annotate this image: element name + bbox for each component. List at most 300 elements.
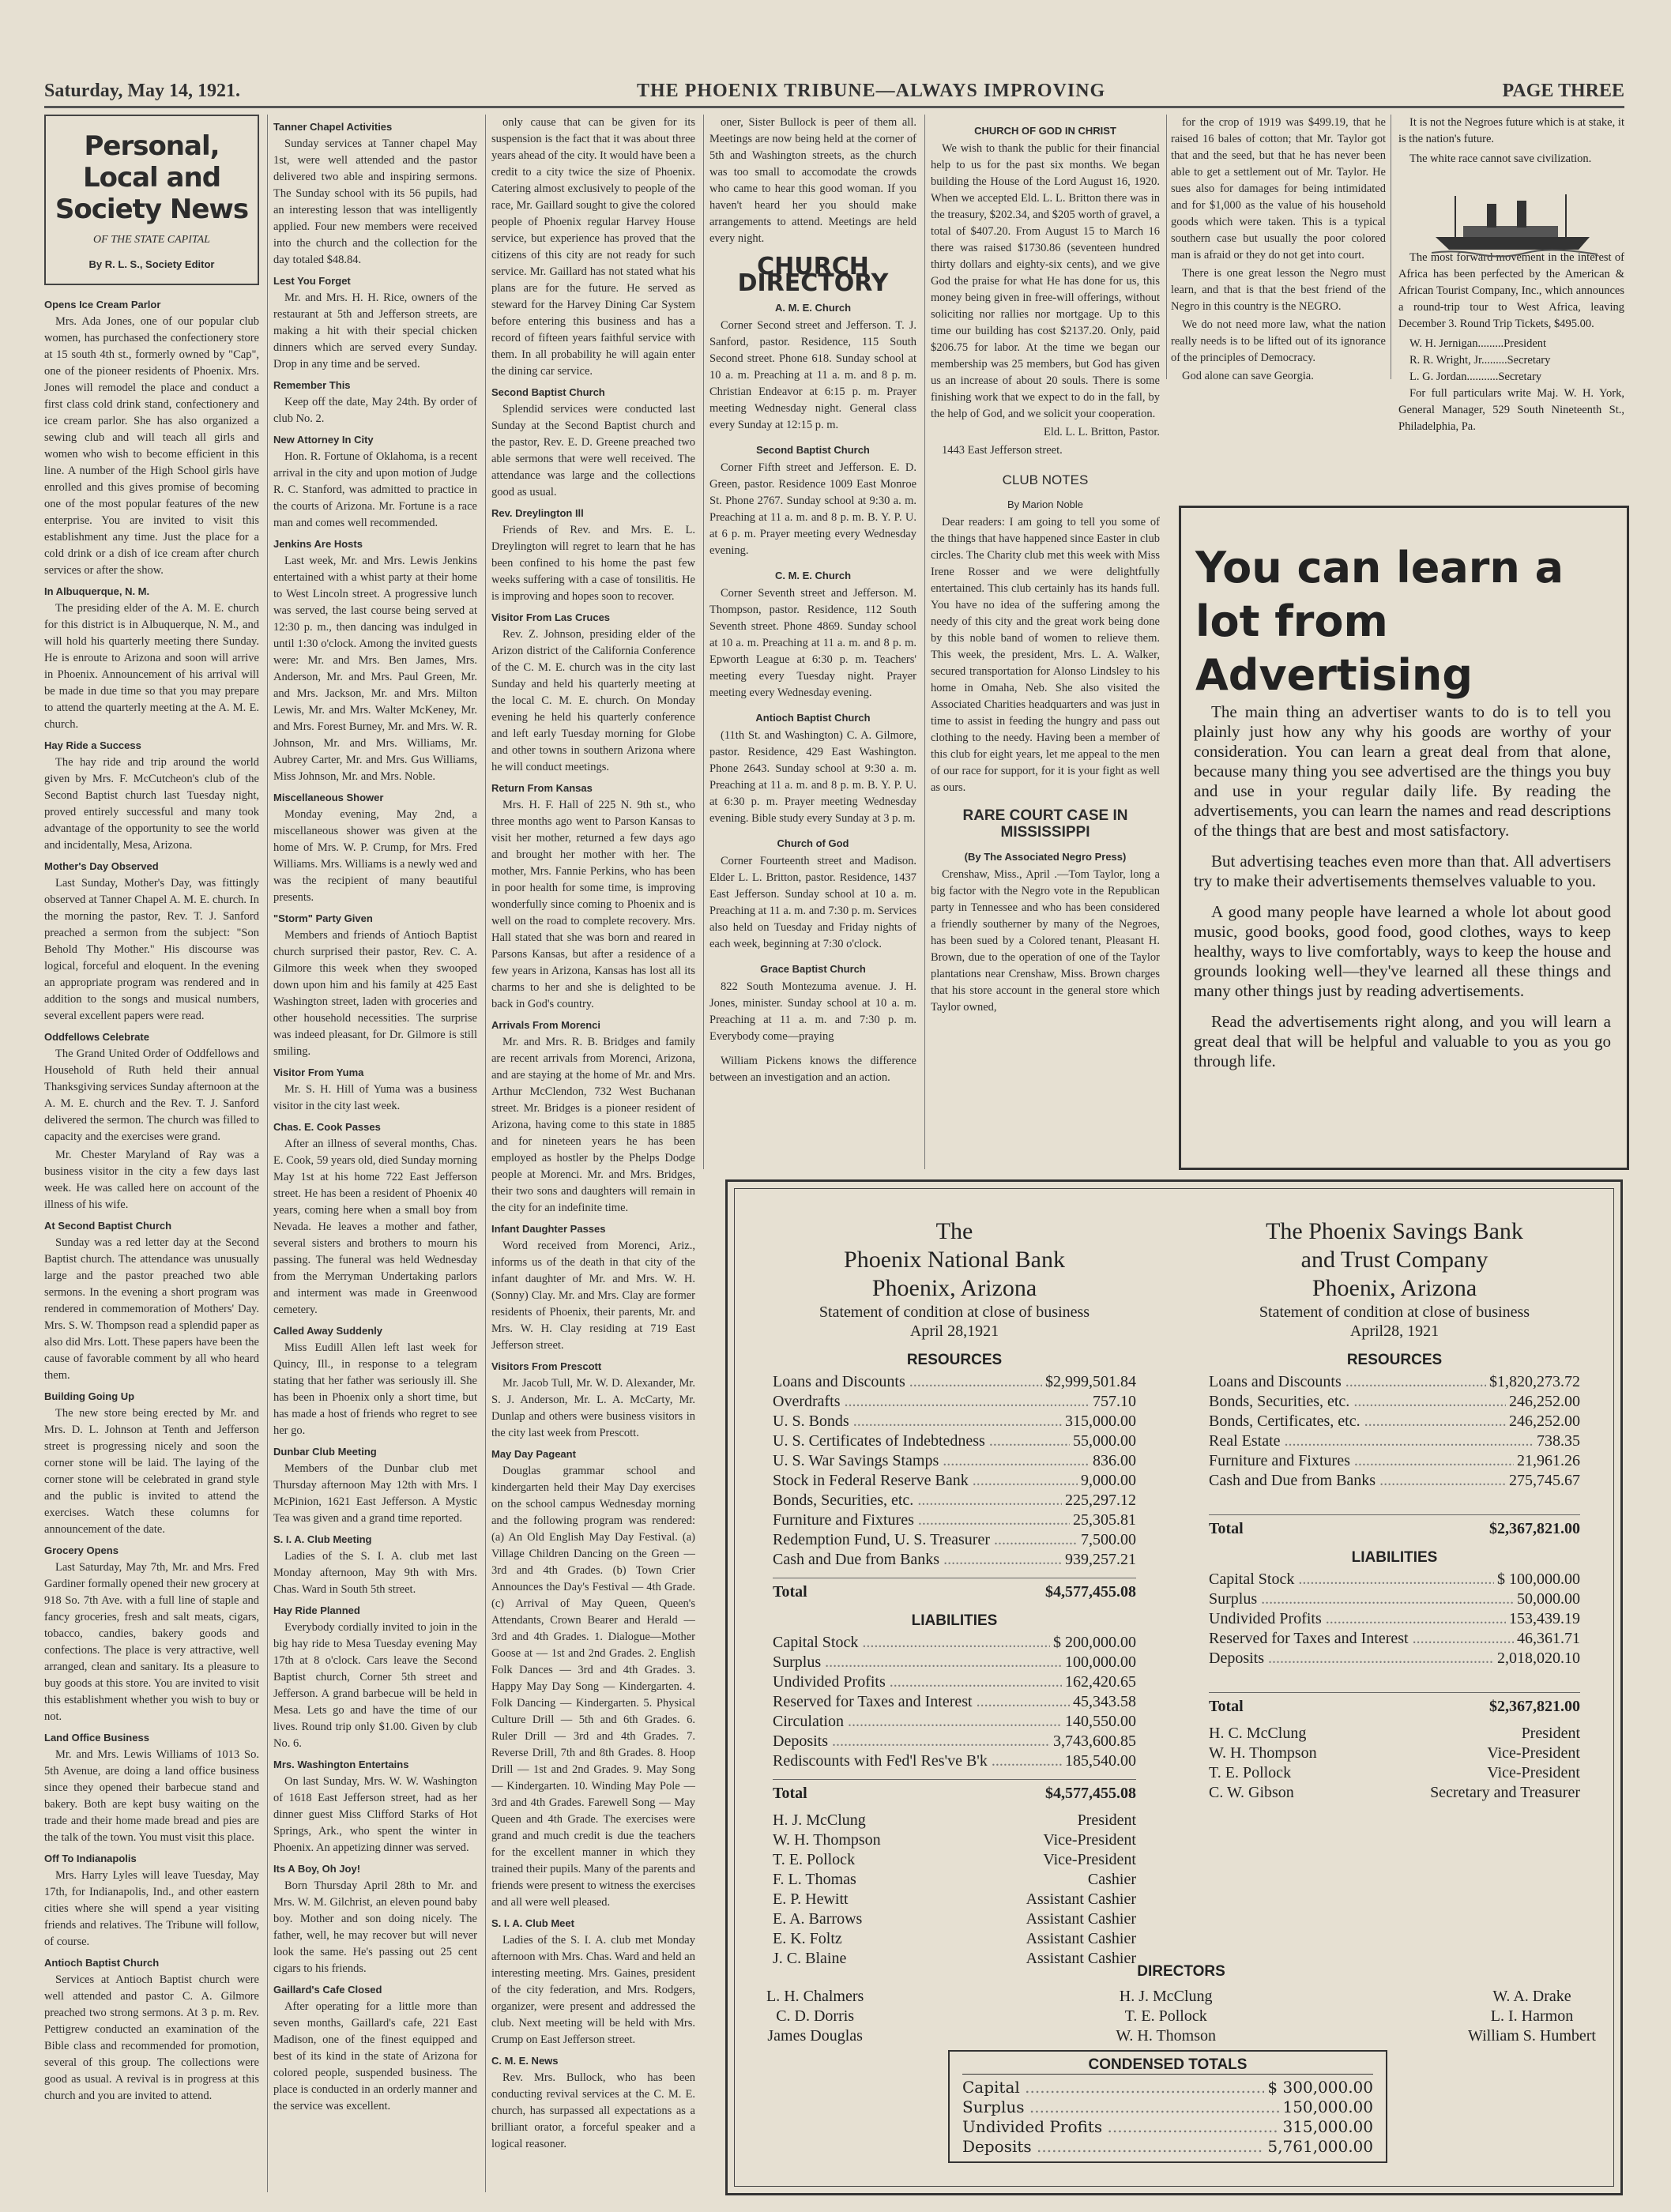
article-headline: In Albuquerque, N. M. <box>44 585 150 597</box>
row-value: $ 300,000.00 <box>1267 2078 1373 2097</box>
row-value: 150,000.00 <box>1282 2097 1373 2116</box>
article-text: Douglas grammar school and kindergarten held their May Day exercises on the school campus Wednesday morning and the following program was rendered: (a) An Old English May Day Festival. (a) Village Children Dancing on the Green — 3rd and 4th Grades. (b) Town Crier Announces the Day's Festival — 4th Grade. (c) Arrival of May Queen, Queen's Attendants, Crown Bearer and Herald — 3rd and 4th Grades. 1. Dialogue—Mother Goose at — 1st and 2nd Grades. 2. English Folk Dances — 3rd and 4th Grades. 3. Happy May Day Song — Kindergarten. 4. Folk Dancing — Kindergarten. 5. Physical Culture Drill — 5th and 6th Grades. 6. Ruler Drill — 3rd and 4th Grades. 7. Reverse Drill, 7th and 8th Grades. 8. Hoop Drill — 1st and 2nd Grades. 9. May Song — Kindergarten. 10. Winding May Pole — 3rd and 4th Grades. Farewell Song — May Queen and 4th Grade. The exercises were grand and much credit is due the teachers for the excellent manner in which they trained their pupils. Many of the parents and friends were present to witness the exercises and all were well pleased. <box>491 1465 695 1909</box>
statement-date: April 28,1921 <box>909 1322 999 1340</box>
officer-name: W. H. Thompson <box>1209 1744 1317 1762</box>
article-headline: Mrs. Washington Entertains <box>273 1759 409 1770</box>
column-1-articles <box>44 296 259 2105</box>
liabilities-heading: LIABILITIES <box>911 1612 998 1629</box>
total-label: Total <box>1209 1698 1244 1715</box>
row-value: 9,000.00 <box>1081 1472 1136 1489</box>
article-text: Mr. and Mrs. Lewis Williams of 1013 So. 5th Avenue, are doing a land office business since they opened their barbecue stand and bakery. Both are kept busy waiting on the trade and their home made bread and pies are the talk of the town. You must visit this place. <box>44 1748 259 1844</box>
row-value: 45,343.58 <box>1073 1693 1136 1710</box>
article-headline: Land Office Business <box>44 1732 149 1744</box>
article-headline: Visitor From Las Cruces <box>491 611 611 623</box>
column-rule <box>703 115 704 1169</box>
row-label: Deposits ..... <box>962 2137 1264 2157</box>
officer-row <box>1209 1783 1580 1803</box>
total-label: Total <box>773 1785 807 1802</box>
directors-heading: DIRECTORS <box>1137 1963 1225 1980</box>
officer-name: J. C. Blaine <box>773 1950 847 1967</box>
article-headline: S. I. A. Club Meeting <box>273 1533 372 1545</box>
article-headline: Return From Kansas <box>491 782 593 794</box>
article-headline: Dunbar Club Meeting <box>273 1446 377 1458</box>
article-headline: Arrivals From Morenci <box>491 1019 600 1031</box>
condensed-row <box>962 2097 1373 2117</box>
resource-row <box>773 1510 1136 1530</box>
condensed-totals-box <box>948 2050 1387 2163</box>
row-value: 315,000.00 <box>1065 1413 1136 1430</box>
officer-title: Vice-President <box>1043 1831 1136 1849</box>
article-headline: Antioch Baptist Church <box>44 1957 160 1969</box>
article-text: Mrs. H. F. Hall of 225 N. 9th st., who three months ago went to Parson Kansas to visit her mother, returned a few days ago and brought her mother with her. The mother, Mrs. Fannie Perkins, who has been in poor health for some time, is improving wonderfully since coming to Phoenix and is well on the road to complete recovery. Mrs. Hall stated that she was born and reared in Parsons Kansas, but after a residence of a few years in Arizona, Kansas has lost all its charms to her and she is delighted to be back in God's country. <box>491 799 695 1010</box>
row-value: 153,439.19 <box>1509 1610 1580 1627</box>
bank-city: Phoenix, Arizona <box>871 1275 1037 1301</box>
church-of-god-text: We wish to thank the public for their financial help to us for the past six months. We began building the House of the Lord August 16, 1920. When we accepted Eld. L. L. Britton there was in the treasury, $202.34, and $205 worth of gravel, a total of $407.20. From August 15 to March 16 there was raised $1730.86 (seventeen hundred thirty dollars and eighty-six cents), and we give God the praise for what He has done for us, this money being given in free-will offerings, without soliciting nor rallies nor mortgage. Up to this time our building has cost $2137.20. Only, paid $206.75 for labor. At the time we began our membership was 25 members, but God has given us an increase of about 20 souls. There is some finishing work that we expect to do in the fall, by the help of God, and we solicit your cooperation. <box>931 142 1160 420</box>
church-of-god-headline: CHURCH OF GOD IN CHRIST <box>974 125 1116 137</box>
total-value: $2,367,821.00 <box>1489 1698 1580 1715</box>
officer-name: T. E. Pollock <box>1209 1764 1292 1781</box>
directors-grid <box>766 1987 1596 2046</box>
officer-row <box>773 1830 1136 1850</box>
statement-date: April28, 1921 <box>1349 1322 1440 1340</box>
row-value: 140,550.00 <box>1065 1713 1136 1730</box>
ad-paragraph: But advertising teaches even more than that. All advertisers try to make their advertisements themselves valuable to you. <box>1194 852 1611 890</box>
church-of-god-signature: Eld. L. L. Britton, Pastor. <box>1043 426 1160 438</box>
court-case-headline: RARE COURT CASE IN MISSISSIPPI <box>962 807 1128 841</box>
ad-paragraph: The main thing an advertiser wants to do is to tell you plainly just how any why his goods are worthy of your consideration. You can learn a great deal from that alone, because many thing you see advertised are the things you buy and use in your regular daily life. By reading the advertisements, you can learn the names and read descriptions of the things that are best and most satisfactory. <box>1194 702 1611 840</box>
liabilities-total <box>1209 1692 1580 1716</box>
section-byline: By R. L. S., Society Editor <box>88 258 215 270</box>
officer-name: W. H. Thompson <box>773 1831 881 1849</box>
row-value: 246,252.00 <box>1509 1413 1580 1430</box>
row-value: 275,745.67 <box>1509 1472 1580 1489</box>
liabilities-heading: LIABILITIES <box>1351 1549 1438 1566</box>
officer-row <box>773 1811 1136 1830</box>
article-text: Word received from Morenci, Ariz., informs us of the death in that city of the infant daughter of Mr. and Mrs. W. H. (Sonny) Clay. Mr. and Mrs. Clay are former residents of Phoenix, their parents, Mr. and Mrs. W. H. Clay residing at 719 East Jefferson street. <box>491 1240 695 1352</box>
church-details: Corner Second street and Jefferson. T. J. Sanford, pastor. Residence, 115 South Second street. Phone 618. Sunday school at 10 a. m. Preaching at 11 a. m. and 8 p. m. Christian Endeavor at 6:15 p. m. Prayer meeting Wednesday night. General class every Sunday at 12:15 p. m. <box>709 319 916 431</box>
total-value: $4,577,455.08 <box>1045 1785 1136 1802</box>
row-value: 7,500.00 <box>1081 1531 1136 1548</box>
directors-column <box>1468 1987 1596 2046</box>
phoenix-national-bank-statement <box>773 1217 1136 1969</box>
article-text: The Grand United Order of Oddfellows and Household of Ruth held their annual Thanksgiving services Sunday afternoon at the A. M. E. church and the Rev. T. J. Sanford delivered the sermon. The church was filled to capacity and the exercises were grand. <box>44 1048 259 1143</box>
club-notes-byline: By Marion Noble <box>1007 498 1084 510</box>
editorial-lesson: There is one great lesson the Negro must learn, and that is that the best friend of the Negro in this country is the NEGRO. <box>1171 267 1386 313</box>
officer-title: Assistant Cashier <box>1026 1890 1136 1908</box>
article-text: Last Sunday, Mother's Day, was fittingly observed at Tanner Chapel A. M. E. church. In the morning the pastor, Rev. T. J. Sanford preached a sermon from the subject: "Son Behold Thy Mother." His discourse was logical, forceful and eloquent. In the evening an appropriate program was rendered and in addition to the songs and musical numbers, several excellent papers were read. <box>44 877 259 1022</box>
article-text: After operating for a little more than seven months, Gaillard's cafe, 221 East Madison, one of the finest equipped and best of its kind in the state of Arizona for colored people, suspended business. The place is conducted in an orderly manner and the service was excellent. <box>273 2000 477 2112</box>
article-headline: Mother's Day Observed <box>44 860 159 872</box>
officer-name: E. K. Foltz <box>773 1930 842 1947</box>
total-label: Total <box>773 1583 807 1601</box>
article-text: Ladies of the S. I. A. club met Monday afternoon with Mrs. Chas. Ward and held an interesting meeting. Mrs. Gaines, president of the city federation, and Mrs. Rodgers, organizer, were present and addressed the club. Next meeting will be held with Mrs. Crump on East Jefferson street. <box>491 1934 695 2046</box>
officer-title: Assistant Cashier <box>1026 1950 1136 1967</box>
article-headline: Off To Indianapolis <box>44 1853 137 1864</box>
article-text: Mr. and Mrs. R. B. Bridges and family are recent arrivals from Morenci, Arizona, and are staying at the home of Mr. and Mrs. Arthur McClendon, 732 West Buchanan street. Mr. Bridges is a pioneer resident of Arizona, having come to this state in 1885 and for nineteen years he has been employed as hostler by the Phelps Dodge people at Morenci. Mr. and Mrs. Bridges, their two sons and daughters will remain in the city for an indefinite time. <box>491 1036 695 1214</box>
officers-list <box>1209 1724 1580 1803</box>
officer-name: T. E. Pollock <box>773 1851 856 1868</box>
liability-row <box>1209 1609 1580 1629</box>
column-3 <box>491 115 695 2192</box>
liability-row <box>1209 1629 1580 1649</box>
officer-title: Vice-President <box>1487 1764 1580 1781</box>
officer-title: President <box>1521 1725 1580 1742</box>
editorial-civilization: The white race cannot save civilization. <box>1409 152 1592 165</box>
editorial-future: It is not the Negroes future which is at stake, it is the nation's future. <box>1398 116 1624 145</box>
row-value: 315,000.00 <box>1282 2117 1373 2136</box>
bank-statements-inner-border <box>734 1188 1614 2187</box>
row-label: Capital ..... <box>962 2078 1264 2097</box>
resources-table <box>773 1372 1136 1570</box>
tour-officer: L. G. Jordan...........Secretary <box>1409 371 1542 383</box>
header-paper-name: THE PHOENIX TRIBUNE—ALWAYS IMPROVING <box>637 81 1106 101</box>
row-value: 46,361.71 <box>1517 1630 1580 1647</box>
row-label: Circulation ..... <box>773 1712 1062 1732</box>
row-label: Surplus ..... <box>962 2097 1279 2117</box>
bank-name: and Trust Company <box>1300 1247 1488 1273</box>
row-value: 939,257.21 <box>1065 1551 1136 1568</box>
row-value: 162,420.65 <box>1065 1673 1136 1691</box>
article-headline: Building Going Up <box>44 1390 135 1402</box>
officer-title: Vice-President <box>1487 1744 1580 1762</box>
condensed-totals-table <box>962 2078 1373 2157</box>
article-text: Rev. Mrs. Bullock, who has been conducting revival services at the C. M. E. church, has surpassed all expectations as a brilliant orator, a forceful speaker and a logical reasoner. <box>491 2071 695 2150</box>
row-value: 55,000.00 <box>1073 1432 1136 1450</box>
officer-row <box>773 1870 1136 1890</box>
officer-name: H. J. McClung <box>773 1811 866 1829</box>
article-headline: Infant Daughter Passes <box>491 1223 606 1235</box>
liability-row <box>1209 1649 1580 1668</box>
bank-statements-box <box>725 1179 1623 2195</box>
row-label: U. S. War Savings Stamps ..... <box>773 1451 1090 1471</box>
column-1 <box>44 115 259 2192</box>
article-text: The presiding elder of the A. M. E. church for this district is in Albuquerque, N. M., and will hold his quarterly meeting there Sunday. He is enroute to Arizona and soon will arrive in Phoenix. Announcement of his arrival will be made in due time so that you may prepare to attend the quarterly meeting at the A. M. E. church. <box>44 602 259 731</box>
article-text: After an illness of several months, Chas. E. Cook, 59 years old, died Sunday morning May 1st at his home 722 East Jefferson street. He has been a resident of Phoenix 40 years, coming here when a small boy from Nevada. He leaves a mother and father, several sisters and brothers to mourn his passing. The funeral was held Wednesday from the Merryman Undertaking parlors and interment was made in Greenwood cemetery. <box>273 1138 477 1316</box>
bank-city: Phoenix, Arizona <box>1312 1275 1477 1301</box>
article-headline: Gaillard's Cafe Closed <box>273 1984 382 1996</box>
church-directory-title: CHURCH DIRECTORY <box>737 253 889 297</box>
court-case-source: (By The Associated Negro Press) <box>964 851 1127 863</box>
row-label: Furniture and Fixtures ..... <box>773 1510 1070 1530</box>
church-name: Second Baptist Church <box>756 444 870 456</box>
row-value: 5,761,000.00 <box>1267 2137 1373 2156</box>
column-2 <box>273 115 477 2192</box>
liability-row <box>773 1751 1136 1771</box>
column-5 <box>931 115 1160 1169</box>
bank-name: Phoenix National Bank <box>844 1247 1065 1273</box>
officer-row <box>1209 1724 1580 1744</box>
liabilities-table <box>1209 1570 1580 1668</box>
article-headline: Rev. Dreylington Ill <box>491 507 584 519</box>
article-text: Services at Antioch Baptist church were well attended and pastor C. A. Gilmore preached two strong sermons. At 3 p. m. Rev. Pettigrew conducted an examination of the Bible class and recommended for promotion, several of this group. The collections were good as usual. A revival is in progress at this church and you are invited to attend. <box>44 1973 259 2102</box>
row-value: 50,000.00 <box>1517 1590 1580 1608</box>
officer-row <box>773 1850 1136 1870</box>
church-directory-list <box>709 299 916 1045</box>
row-value: 21,961.26 <box>1517 1452 1580 1469</box>
article-text: Sunday services at Tanner chapel May 1st, were well attended and the pastor delivered two able and inspiring sermons. The Sunday school with its 56 pupils, had an interesting lesson that was intelligently applied. Four new members were received into the church and the collection for the day totaled $48.84. <box>273 137 477 266</box>
row-label: Rediscounts with Fed'l Res've B'k ..... <box>773 1751 1062 1771</box>
article-text: Splendid services were conducted last Sunday at the Second Baptist church and the pastor, Rev. E. D. Greene preached two able sermons that were well received. The attendance was large and the collections good as usual. <box>491 403 695 498</box>
resource-row <box>1209 1431 1580 1451</box>
resource-row <box>773 1491 1136 1510</box>
resource-row <box>773 1471 1136 1491</box>
article-text: Mr. Jacob Tull, Mr. W. D. Alexander, Mr. S. J. Anderson, Mr. L. A. McCarty, Mr. Dunlap and others were business visitors in the city last week from Prescott. <box>491 1377 695 1439</box>
row-label: Capital Stock ..... <box>773 1633 1050 1653</box>
header-date: Saturday, May 14, 1921. <box>44 81 241 101</box>
directors-section <box>766 1963 1596 2046</box>
row-value: 738.35 <box>1537 1432 1580 1450</box>
article-headline: Opens Ice Cream Parlor <box>44 299 161 310</box>
resource-row <box>773 1550 1136 1570</box>
article-headline: Second Baptist Church <box>491 386 605 398</box>
director-name: C. D. Dorris <box>776 2007 855 2025</box>
condensed-row <box>962 2078 1373 2097</box>
row-value: 2,018,020.10 <box>1497 1650 1580 1667</box>
church-details: Corner Seventh street and Jefferson. M. Thompson, pastor. Residence, 112 South Seventh street. Phone 4869. Sunday school at 10 a. m. Preaching at 11 a. m. and 8 p. m. Epworth League at 6:30 p. m. Teachers' meeting every Tuesday night. Prayer meeting every Wednesday evening. <box>709 587 916 699</box>
director-name: T. E. Pollock <box>1124 2007 1207 2025</box>
row-label: Bonds, Securities, etc. ..... <box>773 1491 1062 1510</box>
officer-title: Cashier <box>1087 1871 1136 1888</box>
article-headline: Visitors From Prescott <box>491 1360 602 1372</box>
section-title: Personal, Local and Society News <box>55 130 249 225</box>
article-text: Mr. Chester Maryland of Ray was a business visitor in the city a few days last week. He was called here on account of the illness of his wife. <box>44 1149 259 1211</box>
ad-body <box>1194 702 1611 1082</box>
article-headline: Remember This <box>273 379 351 391</box>
article-headline: Visitor From Yuma <box>273 1066 364 1078</box>
article-text: Mrs. Harry Lyles will leave Tuesday, May 17th, for Indianapolis, Ind., and other eastern cities where she will spend a year visiting friends and relatives. The Tribune will follow, of course. <box>44 1869 259 1948</box>
row-label: Deposits ..... <box>1209 1649 1494 1668</box>
section-masthead <box>44 115 259 285</box>
row-label: Bonds, Securities, etc. ..... <box>1209 1392 1506 1412</box>
article-text: Miss Eudill Allen left last week for Quincy, Ill., in response to a telegram stating that her father was seriously ill. She has been in Phoenix only a short time, but has made a host of friends who regret to see her go. <box>273 1341 477 1437</box>
article-text: Everybody cordially invited to join in the big hay ride to Mesa Tuesday evening May 17th at 8 o'clock. Cars leave the Second Baptist church, Corner 5th street and Jefferson. A grand barbecue will be held in Mesa. Lets go and have the time of our lives. Round trip only $1.00. Given by club No. 6. <box>273 1621 477 1750</box>
column-4 <box>709 115 916 1169</box>
row-value: $1,820,273.72 <box>1489 1373 1580 1390</box>
resources-total <box>773 1578 1136 1601</box>
article-text: Last week, Mr. and Mrs. Lewis Jenkins entertained with a whist party at their home to West Lincoln street. A progressive lunch was served, the last course being served at 12:30 p. m., then dancing was indulged in until 1:30 o'clock. Among the invited guests were: Mr. and Mrs. Ben James, Mrs. Anderson, Mr. and Mrs. Paul Green, Mr. and Mrs. Jackson, Mr. and Mrs. Milton Lewis, Mr. and Mrs. Walter McKeney, Mr. and Mrs. Forest Burney, Mr. and Mrs. W. R. Johnson, Mr. and Mrs. Williams, Mr. Aubrey Carter, Mr. and Mrs. Gus Williams, Miss Johnson, Mr. and Mrs. Noble. <box>273 555 477 783</box>
article-headline: Tanner Chapel Activities <box>273 121 393 133</box>
phoenix-savings-bank-statement <box>1209 1217 1580 1803</box>
liability-row <box>773 1633 1136 1653</box>
article-text: Mrs. Ada Jones, one of our popular club women, has purchased the confectionery store at 15 south 4th st., formerly owned by "Cap", one of the pioneer residents of Phoenix. Mrs. Jones will remodel the place and conduct a first class cold drink stand, confectionery and ice cream parlor. She has also organized a sewing club and will teach all girls and women who wish to become efficient in this line. A number of the High School girls have enrolled and this gives promise of becoming one of the most popular features of the new enterprise. You are invited to visit this establishment any time. Just the place for a cold drink or a dish of ice cream after church services or after the show. <box>44 315 259 577</box>
total-label: Total <box>1209 1520 1244 1537</box>
resource-row <box>773 1431 1136 1451</box>
article-text: The hay ride and trip around the world given by Mrs. F. McCutcheon's club of the Second Baptist church last Tuesday night, proved entirely successful and many took advantage of the opportunity to see the world and incidentally, Mesa, Arizona. <box>44 756 259 852</box>
club-notes-headline: CLUB NOTES <box>1002 472 1089 487</box>
church-name: C. M. E. Church <box>774 570 852 581</box>
director-name: L. I. Harmon <box>1490 2007 1574 2025</box>
resource-row <box>1209 1471 1580 1491</box>
condensed-row <box>962 2117 1373 2137</box>
resource-row <box>773 1530 1136 1550</box>
row-value: 3,743,600.85 <box>1053 1732 1136 1750</box>
article-headline: New Attorney In City <box>273 434 374 446</box>
condensed-row <box>962 2137 1373 2157</box>
directors-column <box>766 1987 864 2046</box>
article-headline: S. I. A. Club Meet <box>491 1917 574 1929</box>
total-value: $2,367,821.00 <box>1489 1520 1580 1537</box>
article-text: Born Thursday April 28th to Mr. and Mrs. W. M. Gilchrist, an eleven pound baby boy. Mother and son doing nicely. The father, well, he may recover but will never look the same. He's passing out 25 cent cigars to his friends. <box>273 1879 477 1975</box>
row-value: 225,297.12 <box>1065 1492 1136 1509</box>
liability-row <box>773 1672 1136 1692</box>
article-headline: Chas. E. Cook Passes <box>273 1121 381 1133</box>
total-value: $4,577,455.08 <box>1045 1583 1136 1601</box>
row-label: Reserved for Taxes and Interest ..... <box>1209 1629 1514 1649</box>
church-of-god-address: 1443 East Jefferson street. <box>942 444 1063 457</box>
resources-table <box>1209 1372 1580 1491</box>
column-rule <box>485 115 486 2192</box>
section-subtitle: OF THE STATE CAPITAL <box>93 234 210 246</box>
officer-title: Assistant Cashier <box>1026 1910 1136 1928</box>
article-headline: Hay Ride Planned <box>273 1604 360 1616</box>
officer-name: C. W. Gibson <box>1209 1784 1294 1801</box>
article-headline: Jenkins Are Hosts <box>273 538 363 550</box>
resource-row <box>1209 1372 1580 1392</box>
church-name: A. M. E. Church <box>774 302 852 314</box>
directors-column <box>1116 1987 1216 2046</box>
column-rule <box>924 115 925 1169</box>
row-label: Undivided Profits ..... <box>773 1672 1062 1692</box>
liability-row <box>773 1653 1136 1672</box>
article-text: On last Sunday, Mrs. W. W. Washington of 1618 East Jefferson street, had as her dinner guest Miss Clifford Starks of Hot Springs, Ark., who spent the winter in Phoenix. An appetizing dinner was served. <box>273 1775 477 1854</box>
church-name: Antioch Baptist Church <box>755 712 871 724</box>
africa-tour-text: The most forward movement in the interest of Africa has been perfected by the American & African Tourist Company, Inc., which announces a round-trip tour to West Africa, leaving December 3. Round Trip Tickets, $495.00. <box>1398 251 1624 330</box>
column-7 <box>1398 115 1624 438</box>
steamship-illustration <box>1432 188 1598 259</box>
row-label: Loans and Discounts ..... <box>773 1372 1042 1392</box>
row-value: 25,305.81 <box>1073 1511 1136 1529</box>
article-headline: Hay Ride a Success <box>44 739 141 751</box>
article-text: Ladies of the S. I. A. club met last Monday afternoon, May 9th with Mrs. Chas. Ward in South 5th street. <box>273 1550 477 1596</box>
director-name: L. H. Chalmers <box>766 1988 864 2005</box>
row-label: Furniture and Fixtures ..... <box>1209 1451 1514 1471</box>
article-text: Sunday was a red letter day at the Second Baptist church. The attendance was unusually large and the pastor preached two able sermons. In the evening a short program was rendered in commemoration of Mothers' Day. Mrs. S. W. Thompson read a splendid paper as also did Mrs. Lott. These papers have been the cause of favorable comment by all who heard them. <box>44 1236 259 1382</box>
resource-row <box>1209 1412 1580 1431</box>
row-value: 757.10 <box>1093 1393 1136 1410</box>
liability-row <box>773 1732 1136 1751</box>
resource-row <box>1209 1392 1580 1412</box>
row-value: $ 100,000.00 <box>1497 1571 1580 1588</box>
row-label: Deposits ..... <box>773 1732 1050 1751</box>
officer-title: Vice-President <box>1043 1851 1136 1868</box>
tour-officer: R. R. Wright, Jr.........Secretary <box>1409 354 1551 367</box>
row-label: Surplus ..... <box>1209 1589 1514 1609</box>
article-headline: Miscellaneous Shower <box>273 792 384 803</box>
resource-row <box>773 1392 1136 1412</box>
director-name: William S. Humbert <box>1468 2027 1596 2045</box>
article-text: Hon. R. Fortune of Oklahoma, is a recent arrival in the city and upon motion of Judge R. C. Stanford, was admitted to practice in the courts of Arizona. Mr. Fortune is a race man and comes well recommended. <box>273 450 477 529</box>
page-header <box>44 81 1624 107</box>
liability-row <box>773 1712 1136 1732</box>
ad-paragraph: A good many people have learned a whole lot about good music, good books, good food, good clothes, ways to keep healthy, ways to live comfortably, ways to keep the house and grounds looking well—they've learned all these things and many other things just by reading advertisements. <box>1194 902 1611 1000</box>
resources-total <box>1209 1514 1580 1538</box>
court-case-text: Crenshaw, Miss., April .—Tom Taylor, long a big factor with the Negro vote in the Republican party in Tennessee and who has been considered a friendly southerner by many of the Negroes, has been sued by a Colored tenant, Pleasant H. Brown, due to the operation of one of the Taylor plantations near Crenshaw, Miss. Brown charges that his store account in the general store which Taylor owned, <box>931 868 1160 1014</box>
directory-footnote: William Pickens knows the difference between an investigation and an action. <box>709 1055 916 1084</box>
liability-row <box>1209 1570 1580 1589</box>
header-page-number: PAGE THREE <box>1502 81 1624 101</box>
article-headline: Oddfellows Celebrate <box>44 1031 149 1043</box>
officer-title: Secretary and Treasurer <box>1430 1784 1580 1801</box>
resource-row <box>773 1451 1136 1471</box>
tour-officer: W. H. Jernigan.........President <box>1409 337 1547 350</box>
article-text: Friends of Rev. and Mrs. E. L. Dreylington will regret to learn that he has been confined to his home the past few weeks suffering with a case of tonsilitis. He is improving and hopes soon to recover. <box>491 524 695 603</box>
club-notes-text: Dear readers: I am going to tell you some of the things that have happened since Easter in club circles. The Charity club met this week with Miss Irene Rosser and we were delightfully entertained. This club certainly has its hands full. You have no idea of the suffering among the needy of this city and the great work being done by this noble band of women to relieve them. This week, the president, Mrs. L. A. Walker, secured transportation for Alonso Lindsley to his home in Omaha, Neb. She also visited the Associated Charities headquarters and was just in time to assist in feeding the hungry and pass out clothing to the needy. Having been a member of this club for eight years, let me appeal to the men of our race for support, for it is your fight as well as ours. <box>931 516 1160 794</box>
director-name: H. J. McClung <box>1119 1988 1213 2005</box>
row-label: Reserved for Taxes and Interest ..... <box>773 1692 1070 1712</box>
director-name: W. A. Drake <box>1492 1988 1571 2005</box>
liabilities-table <box>773 1633 1136 1771</box>
article-headline: Lest You Forget <box>273 275 351 287</box>
officer-row <box>773 1929 1136 1949</box>
resource-row <box>773 1372 1136 1392</box>
article-headline: At Second Baptist Church <box>44 1220 172 1232</box>
article-text: Mr. S. H. Hill of Yuma was a business visitor in the city last week. <box>273 1083 477 1112</box>
row-label: Overdrafts ..... <box>773 1392 1090 1412</box>
tour-contact: For full particulars write Maj. W. H. York, General Manager, 529 South Nineteenth St., Philadelphia, Pa. <box>1398 387 1624 433</box>
header-rule <box>44 106 1624 108</box>
row-value: 836.00 <box>1093 1452 1136 1469</box>
article-headline: C. M. E. News <box>491 2055 559 2067</box>
officer-row <box>773 1909 1136 1929</box>
column-6 <box>1171 115 1386 383</box>
row-value: $2,999,501.84 <box>1045 1373 1136 1390</box>
row-label: Surplus ..... <box>773 1653 1062 1672</box>
advertising-advertisement <box>1179 506 1629 1170</box>
officer-row <box>773 1890 1136 1909</box>
resource-row <box>1209 1451 1580 1471</box>
article-text: Monday evening, May 2nd, a miscellaneous shower was given at the home of Mrs. W. P. Crump, for Mrs. Fred Williams. Mrs. Williams is a newly wed and was the recipient of many beautiful presents. <box>273 808 477 904</box>
church-details: Corner Fourteenth street and Madison. Elder L. L. Britton, pastor. Residence, 1437 East Jefferson. Sunday school at 10 a. m. Preaching at 11 a. m. and 7:30 p. m. Services also held on Tuesday and Friday nights of each week, beginning at 7:30 o'clock. <box>709 855 916 950</box>
church-details: Corner Fifth street and Jefferson. E. D. Green, pastor. Residence 1009 East Monroe St. Phone 2767. Sunday school at 9:30 a. m. Preaching at 11 a. m. and 8 p. m. B. Y. P. U. at 6 p. m. Prayer meeting every Wednesday evening. <box>709 461 916 557</box>
director-name: W. H. Thomson <box>1116 2027 1217 2045</box>
article-headline: May Day Pageant <box>491 1448 576 1460</box>
row-label: U. S. Bonds ..... <box>773 1412 1062 1431</box>
statement-caption: Statement of condition at close of business <box>1259 1304 1530 1321</box>
row-label: Cash and Due from Banks ..... <box>1209 1471 1506 1491</box>
church-details: 822 South Montezuma avenue. J. H. Jones, minister. Sunday school at 10 a. m. Preaching at 11 a. m. and 7:30 p. m. Everybody come—praying <box>709 980 916 1043</box>
article-text: Members of the Dunbar club met Thursday afternoon May 12th with Mrs. I McPinion, 1621 East Jefferson. A Mystic Tea was given and a grand time reported. <box>273 1462 477 1525</box>
resources-heading: RESOURCES <box>906 1352 1003 1368</box>
row-label: Loans and Discounts ..... <box>1209 1372 1486 1392</box>
officer-title: President <box>1077 1811 1136 1829</box>
bank-name: The <box>935 1218 973 1244</box>
officer-name: F. L. Thomas <box>773 1871 856 1888</box>
article-text: Mr. and Mrs. H. H. Rice, owners of the restaurant at 5th and Jefferson streets, are making a hit with their special chicken dinners which are served every Sunday. Drop in any time and be served. <box>273 292 477 371</box>
resources-heading: RESOURCES <box>1346 1352 1443 1368</box>
row-value: $ 200,000.00 <box>1053 1634 1136 1651</box>
officer-name: E. A. Barrows <box>773 1910 863 1928</box>
court-case-continued: for the crop of 1919 was $499.19, that he raised 16 bales of cotton; that Mr. Taylor got that and the seed, but that he has never been able to get a settlement out of Mr. Taylor. He sues also for damages for being intimidated and for $1,000 as the value of his household goods which were taken. This is a typical southern case but usually the poor colored man is afraid or they do not get into court. <box>1171 116 1386 261</box>
editorial-georgia: God alone can save Georgia. <box>1182 370 1314 382</box>
row-label: Undivided Profits ..... <box>962 2117 1279 2137</box>
article-text: only cause that can be given for its suspension is the fact that it was about three years ahead of the city. It would have been a credit to a city twice the size of Phoenix. Catering almost exclusively to people of the race, Mr. Gaillard sought to give the colored people of Phoenix regular Harvey House service, but experience has proved that the citizens of this city are not ready for such service. Mr. Gaillard has not stated what his plans are for the future. He served as steward for the Harvey Dining Car System before entering this business and has a record of fifteen years faithful service with them. In all probability he will again enter the dining car service. <box>491 116 695 378</box>
article-text: Members and friends of Antioch Baptist church surprised their pastor, Rev. C. A. Gilmore this week when they swooped down upon him and his family at 425 East Washington street, laden with groceries and other household necessities. The surprise was indeed pleasant, for Dr. Gilmore is still smiling. <box>273 929 477 1058</box>
officer-row <box>1209 1744 1580 1763</box>
church-name: Grace Baptist Church <box>760 963 866 975</box>
column-rule <box>267 115 268 2192</box>
officers-list <box>773 1811 1136 1969</box>
officer-title: Assistant Cashier <box>1026 1930 1136 1947</box>
row-label: Real Estate ..... <box>1209 1431 1534 1451</box>
article-headline: Its A Boy, Oh Joy! <box>273 1863 361 1875</box>
article-continued: oner, Sister Bullock is peer of them all. Meetings are now being held at the corner of 5th and Washington streets, as the church was too small to accomodate the crowds who came to hear this good woman. If you haven't heard her you should make arrangements to attend. Meetings are held every night. <box>709 116 916 245</box>
editorial-law: We do not need more law, what the nation really needs is to be lifted out of its ignorance of the principles of Democracy. <box>1171 318 1386 364</box>
article-text: Rev. Z. Johnson, presiding elder of the Arizon district of the California Conference of the C. M. E. church was in the city last Sunday and held his quarterly meeting at the local C. M. E. church. On Monday evening he held his quarterly conference and left early Tuesday morning for Globe and other towns in southern Arizona where he will conduct meetings. <box>491 628 695 773</box>
row-label: Stock in Federal Reserve Bank ..... <box>773 1471 1078 1491</box>
row-label: Undivided Profits ..... <box>1209 1609 1506 1629</box>
row-label: Bonds, Certificates, etc. ..... <box>1209 1412 1506 1431</box>
bank-name: The Phoenix Savings Bank <box>1266 1218 1523 1244</box>
